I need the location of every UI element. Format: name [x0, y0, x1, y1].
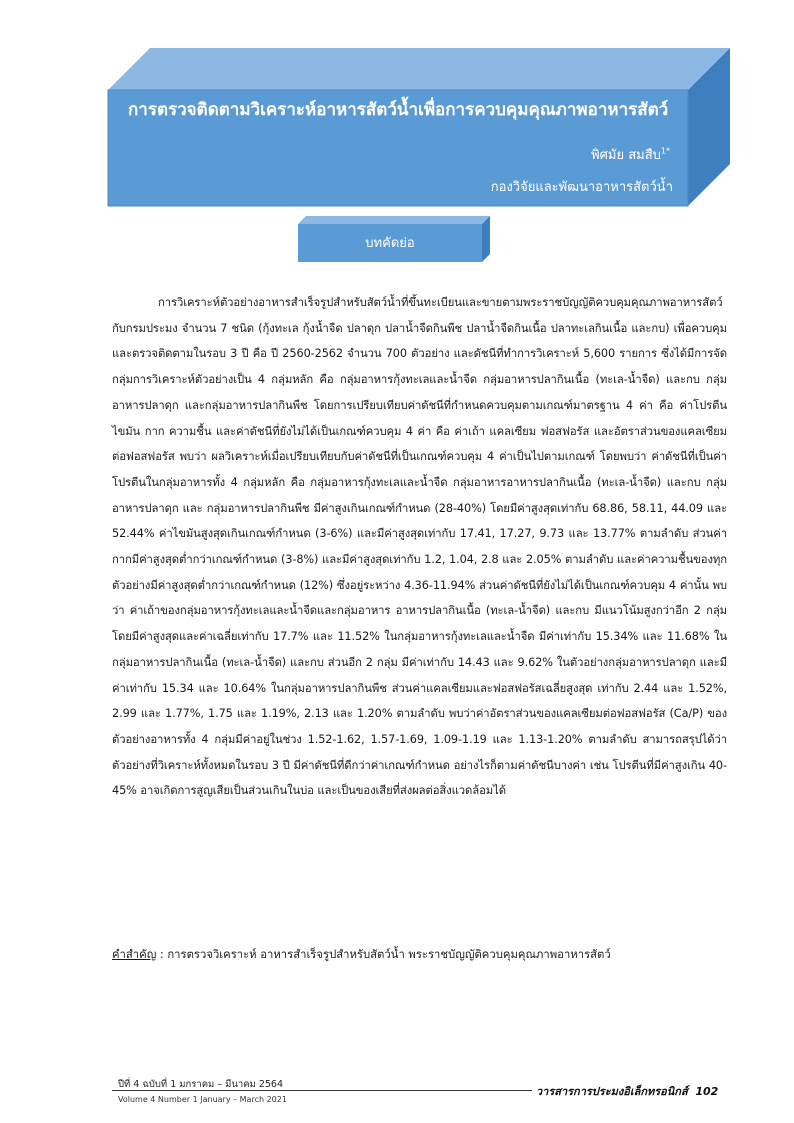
- keywords-separator: :: [156, 948, 168, 961]
- paper-title: การตรวจติดตามวิเคราะห์อาหารสัตว์น้ำเพื่อการควบคุมคุณภาพอาหารสัตว์: [128, 100, 669, 120]
- footer-rule: [112, 1090, 532, 1091]
- keywords-label: คำสำคัญ: [112, 948, 157, 961]
- page-number: 102: [695, 1085, 719, 1098]
- footer-issue-thai: ปีที่ 4 ฉบับที่ 1 มกราคม – มีนาคม 2564: [118, 1079, 284, 1090]
- title-banner: [0, 0, 794, 270]
- footer-volume-english: Volume 4 Number 1 January – March 2021: [118, 1095, 287, 1104]
- abstract-heading: บทคัดย่อ: [365, 236, 415, 251]
- footer-journal: [536, 1082, 718, 1100]
- author-name: พิศมัย สมสืบ$^{1*}$: [591, 146, 670, 163]
- keywords-line: [112, 945, 732, 963]
- abstract-body: การวิเคราะห์ตัวอย่างอาหารสำเร็จรูปสำหรับสัตว์น้ำที่ขึ้นทะเบียนและขายตามพระราชบัญญัติควบคุมคุณภาพอาหารสัตว์กับกรมประมง จำนวน 7 ชนิด (กุ้งทะเล กุ้งน้ำจืด ปลาดุก ปลาน้ำจืดกินพืช ปลาน้ำจืดกินเนื้อ ปลาทะเลกินเนื้อ และกบ) เพื่อควบคุมและตรวจติดตามในรอบ 3 ปี คือ ปี 2560-2562 จำนวน 700 ตัวอย่าง และดัชนีที่ทำการวิเคราะห์ 5,600 รายการ ซึ่งได้มีการจัดกลุ่มการวิเคราะห์ตัวอย่างเป็น 4 กลุ่มหลัก คือ กลุ่มอาหารกุ้งทะเลและน้ำจืด กลุ่มอาหารปลากินเนื้อ (ทะเล-น้ำจืด) และกบ กลุ่มอาหารปลาดุก และกลุ่มอาหารปลากินพืช โดยการเปรียบเทียบค่าดัชนีที่กำหนดควบคุมตามเกณฑ์มาตรฐาน 4 ค่า คือ ค่าโปรตีน ไขมัน กาก ความชื้น และค่าดัชนีที่ยังไม่ได้เป็นเกณฑ์ควบคุม 4 ค่า คือ ค่าเถ้า แคลเซียม ฟอสฟอรัส และอัตราส่วนของแคลเซียมต่อฟอสฟอรัส พบว่า ผลวิเคราะห์เมื่อเปรียบเทียบกับค่าดัชนีที่เป็นเกณฑ์ควบคุม 4 ค่าเป็นไปตามเกณฑ์ โดยพบว่า ค่าดัชนีที่เป็นค่าโปรตีนในกลุ่มอาหารทั้ง 4 กลุ่มหลัก คือ กลุ่มอาหารกุ้งทะเลและน้ำจืด กลุ่มอาหารอาหารปลากินเนื้อ (ทะเล-น้ำจืด) และกบ กลุ่มอาหารปลาดุก และ กลุ่มอาหารปลากินพืช มีค่าสูงเกินเกณฑ์กำหนด (28-40%) โดยมีค่าสูงสุดเท่ากับ 68.86, 58.11, 44.09 และ 52.44% ค่าไขมันสูงสุดเกินเกณฑ์กำหนด (3-6%) และมีค่าสูงสุดเท่ากับ 17.41, 17.27, 9.73 และ 13.77% ตามลำดับ ส่วนค่ากากมีค่าสูงสุดต่ำกว่าเกณฑ์กำหนด (3-8%) และมีค่าสูงสุดเท่ากับ 1.2, 1.04, 2.8 และ 2.05% ตามลำดับ และค่าความชื้นของทุกตัวอย่างมีค่าสูงสุดต่ำกว่าเกณฑ์กำหนด (12%) ซึ่งอยู่ระหว่าง 4.36-11.94% ส่วนค่าดัชนีที่ยังไม่ได้เป็นเกณฑ์ควบคุม 4 ค่านั้น พบว่า ค่าเถ้าของกลุ่มอาหารกุ้งทะเลและน้ำจืดและกลุ่มอาหาร อาหารปลากินเนื้อ (ทะเล-น้ำจืด) และกบ มีแนวโน้มสูงกว่าอีก 2 กลุ่ม โดยมีค่าสูงสุดและค่าเฉลี่ยเท่ากับ 17.7% และ 11.52% ในกลุ่มอาหารกุ้งทะเลและน้ำจืด มีค่าเท่ากับ 15.34% และ 11.68% ในกลุ่มอาหารปลากินเนื้อ (ทะเล-น้ำจืด) และกบ ส่วนอีก 2 กลุ่ม มีค่าเท่ากับ 14.43 และ 9.62% ในตัวอย่างกลุ่มอาหารปลาดุก และมีค่าเท่ากับ 15.34 และ 10.64% ในกลุ่มอาหารปลากินพืช ส่วนค่าแคลเซียมและฟอสฟอรัสเฉลี่ยสูงสุด เท่ากับ 2.44 และ 1.52%, 2.99 และ 1.77%, 1.75 และ 1.19%, 2.13 และ 1.20% ตามลำดับ พบว่าค่าอัตราส่วนของแคลเซียมต่อฟอสฟอรัส (Ca/P) ของตัวอย่างอาหารทั้ง 4 กลุ่มมีค่าอยู่ในช่วง 1.52-1.62, 1.57-1.69, 1.09-1.19 และ 1.13-1.20% ตามลำดับ สามารถสรุปได้ว่าตัวอย่างที่วิเคราะห์ทั้งหมดในรอบ 3 ปี มีค่าดัชนีที่ดีกว่าค่าเกณฑ์กำหนด อย่างไรก็ตามค่าดัชนีบางค่า เช่น โปรตีนที่มีค่าสูงเกิน 40-45% อาจเกิดการสูญเสียเป็นส่วนเกินในบ่อ และเป็นของเสียที่ส่งผลต่อสิ่งแวดล้อมได้: [112, 296, 727, 798]
- author-department: กองวิจัยและพัฒนาอาหารสัตว์น้ำ: [490, 180, 673, 195]
- keywords-text: การตรวจวิเคราะห์ อาหารสำเร็จรูปสำหรับสัตว์น้ำ พระราชบัญญัติควบคุมคุณภาพอาหารสัตว์: [167, 948, 611, 961]
- journal-name: วารสารการประมงอิเล็กทรอนิกส์: [536, 1085, 688, 1098]
- banner-3d-shape: [0, 0, 794, 270]
- author-footnote-mark: 1*: [660, 146, 670, 156]
